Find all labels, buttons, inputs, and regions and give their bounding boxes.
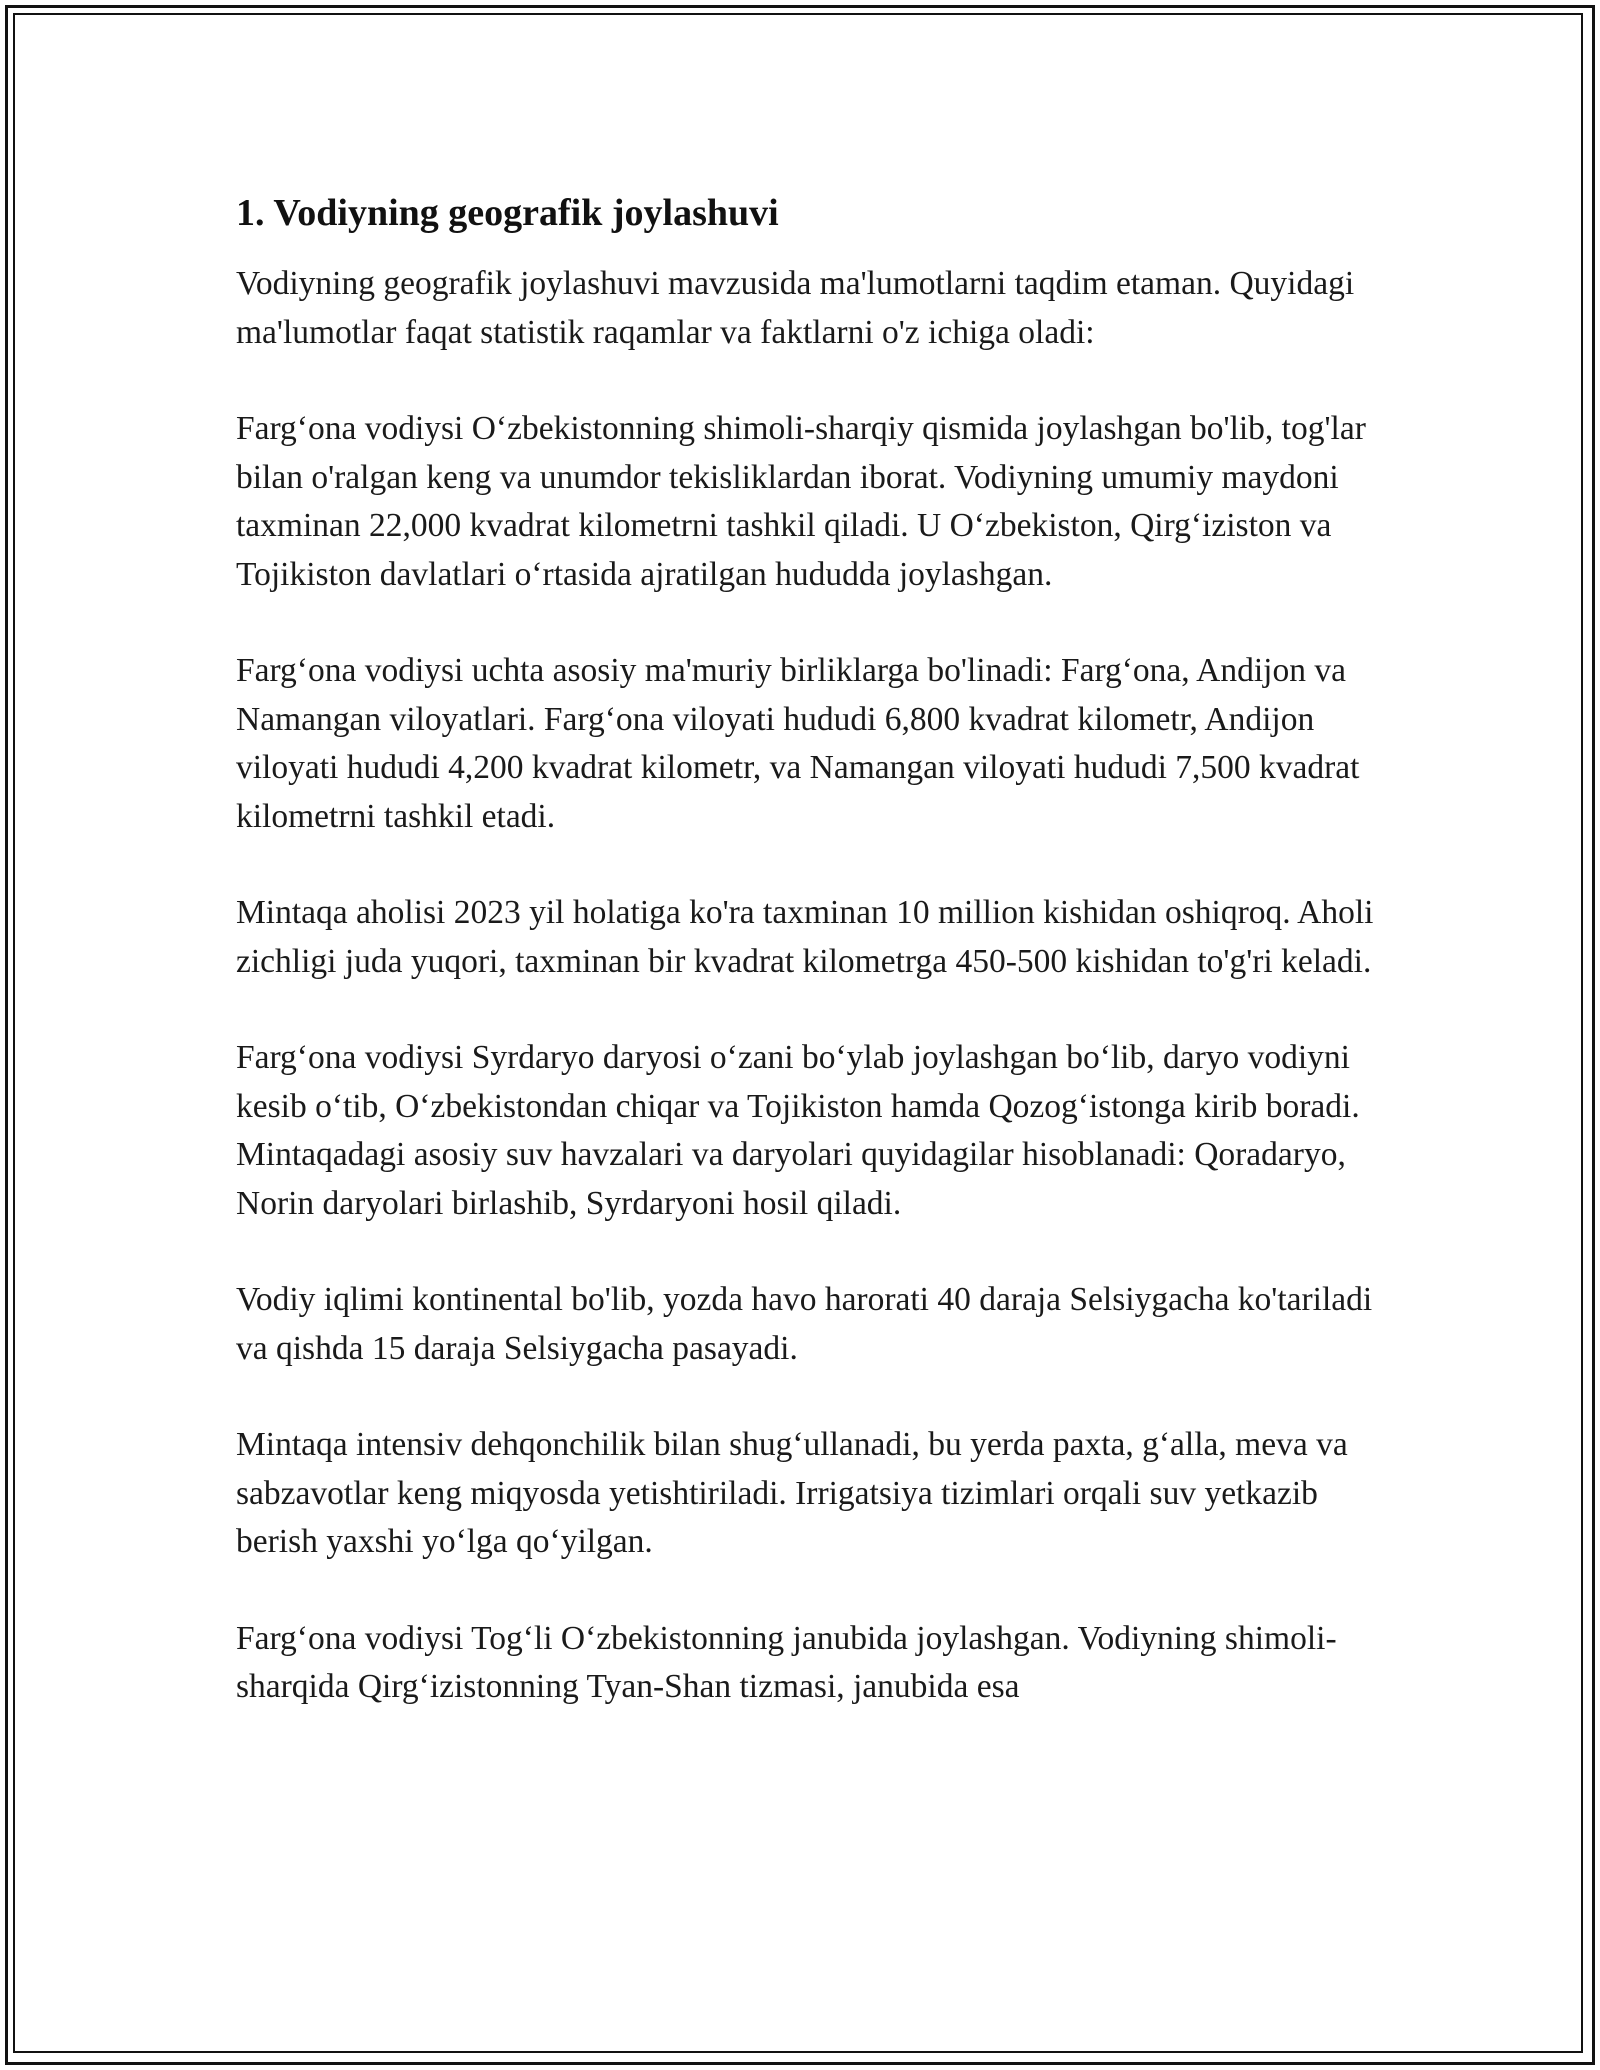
paragraph-administrative: Farg‘ona vodiysi uchta asosiy ma'muriy birliklarga bo'linadi: Farg‘ona, Andijon va Namangan viloyatlari. Farg‘ona viloyati hududi 6,800 kvadrat kilometr, Andijon viloyati hududi 4,200 kvadrat kilometr, va Namangan viloyati hududi 7,500 kvadrat kilometrni tashkil etadi. bbox=[236, 652, 1360, 835]
paragraph-intro: Vodiyning geografik joylashuvi mavzusida ma'lumotlarni taqdim etaman. Quyidagi ma'lumotlar faqat statistik raqamlar va faktlarni o'z ichiga oladi: bbox=[236, 265, 1355, 351]
paragraph-rivers: Farg‘ona vodiysi Syrdaryo daryosi o‘zani bo‘ylab joylashgan bo‘lib, daryo vodiyni kesib o‘tib, O‘zbekistondan chiqar va Tojikiston hamda Qozog‘istonga kirib boradi. Mintaqadagi asosiy suv havzalari va daryolari quyidagilar hisoblanadi: Qoradaryo, Norin daryolari birlashib, Syrdaryoni hosil qiladi. bbox=[236, 1039, 1360, 1222]
paragraph-location: Farg‘ona vodiysi O‘zbekistonning shimoli-sharqiy qismida joylashgan bo'lib, tog'lar bilan o'ralgan keng va unumdor tekisliklardan iborat. Vodiyning umumiy maydoni taxminan 22,000 kvadrat kilometrni tashkil qiladi. U O‘zbekiston, Qirg‘iziston va Tojikiston davlatlari o‘rtasida ajratilgan hududda joylashgan. bbox=[236, 410, 1366, 593]
paragraph-climate: Vodiy iqlimi kontinental bo'lib, yozda havo harorati 40 daraja Selsiygacha ko'tariladi va qishda 15 daraja Selsiygacha pasayadi. bbox=[236, 1281, 1373, 1367]
document-body bbox=[236, 188, 1376, 1760]
paragraph-agriculture: Mintaqa intensiv dehqonchilik bilan shug‘ullanadi, bu yerda paxta, g‘alla, meva va sabzavotlar keng miqyosda yetishtiriladi. Irrigatsiya tizimlari orqali suv yetkazib berish yaxshi yo‘lga qo‘yilgan. bbox=[236, 1426, 1348, 1560]
paragraph-mountains: Farg‘ona vodiysi Tog‘li O‘zbekistonning janubida joylashgan. Vodiyning shimoli-sharqida Qirg‘izistonning Tyan-Shan tizmasi, janubida esa bbox=[236, 1619, 1337, 1705]
paragraph-population: Mintaqa aholisi 2023 yil holatiga ko'ra taxminan 10 million kishidan oshiqroq. Aholi zichligi juda yuqori, taxminan bir kvadrat kilometrga 450-500 kishidan to'g'ri keladi. bbox=[236, 894, 1374, 980]
page-title: 1. Vodiyning geografik joylashuvi bbox=[236, 192, 779, 234]
